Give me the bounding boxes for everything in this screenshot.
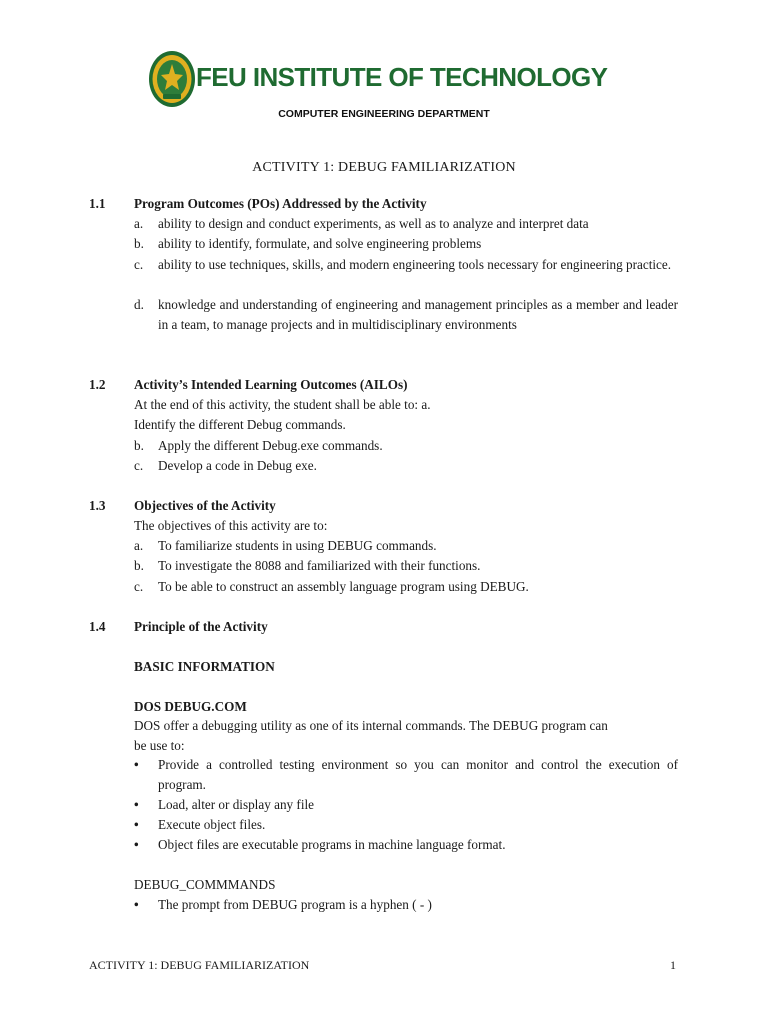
list-marker: c. [134, 458, 144, 473]
bullet-text: Execute object files. [158, 817, 266, 832]
bullet-marker: • [134, 897, 139, 912]
bullet-marker: • [134, 817, 139, 832]
intro-text: At the end of this activity, the student shall be able to: a. [134, 397, 431, 412]
dos-debug-heading: DOS DEBUG.COM [134, 699, 247, 714]
institution-seal-icon [148, 50, 196, 108]
list-marker: d. [134, 297, 144, 312]
list-item-text: knowledge and understanding of engineering and management principles as a member and leader in a team, to manage projects and in multidisciplinary environments [158, 297, 678, 332]
list-marker: c. [134, 579, 144, 594]
list-item-text: To be able to construct an assembly language program using DEBUG. [158, 579, 529, 594]
bullet-text: The prompt from DEBUG program is a hyphen ( - ) [158, 897, 432, 912]
intro-text: The objectives of this activity are to: [134, 518, 328, 533]
bullet-marker: • [134, 797, 139, 812]
section-number: 1.4 [89, 619, 106, 634]
list-item-text: Develop a code in Debug exe. [158, 458, 317, 473]
section-heading: Activity’s Intended Learning Outcomes (AILOs) [134, 377, 408, 392]
list-marker: b. [134, 558, 144, 573]
section-number: 1.2 [89, 377, 106, 392]
page-number: 1 [670, 958, 676, 972]
basic-information-heading: BASIC INFORMATION [134, 659, 275, 674]
section-heading: Program Outcomes (POs) Addressed by the Activity [134, 196, 427, 211]
list-item-text: To investigate the 8088 and familiarized with their functions. [158, 558, 481, 573]
list-item-text: Apply the different Debug.exe commands. [158, 438, 383, 453]
document-header [0, 46, 768, 116]
bullet-text: Provide a controlled testing environment so you can monitor and control the execution of program. [158, 757, 678, 792]
list-item-text: To familiarize students in using DEBUG commands. [158, 538, 437, 553]
footer-title: ACTIVITY 1: DEBUG FAMILIARIZATION [89, 958, 310, 972]
list-item-text: ability to identify, formulate, and solve engineering problems [158, 236, 482, 251]
dos-paragraph: DOS offer a debugging utility as one of its internal commands. The DEBUG program can [134, 718, 608, 733]
list-marker: a. [134, 216, 144, 231]
section-heading: Principle of the Activity [134, 619, 268, 634]
institution-name: FEU INSTITUTE OF TECHNOLOGY [196, 62, 608, 92]
bullet-text: Object files are executable programs in machine language format. [158, 837, 506, 852]
list-marker: a. [134, 538, 144, 553]
section-number: 1.1 [89, 196, 106, 211]
list-marker: b. [134, 236, 144, 251]
bullet-marker: • [134, 837, 139, 852]
list-item-text: ability to use techniques, skills, and modern engineering tools necessary for engineering practice. [158, 257, 672, 272]
list-marker: b. [134, 438, 144, 453]
intro-text: Identify the different Debug commands. [134, 417, 346, 432]
section-number: 1.3 [89, 498, 106, 513]
dos-paragraph: be use to: [134, 738, 185, 753]
activity-title: ACTIVITY 1: DEBUG FAMILIARIZATION [252, 160, 516, 175]
list-item-text: ability to design and conduct experiments, as well as to analyze and interpret data [158, 216, 589, 231]
bullet-text: Load, alter or display any file [158, 797, 314, 812]
department-name: COMPUTER ENGINEERING DEPARTMENT [278, 108, 490, 120]
debug-commands-heading: DEBUG_COMMMANDS [134, 877, 276, 892]
section-heading: Objectives of the Activity [134, 498, 276, 513]
list-marker: c. [134, 257, 144, 272]
bullet-marker: • [134, 757, 139, 772]
